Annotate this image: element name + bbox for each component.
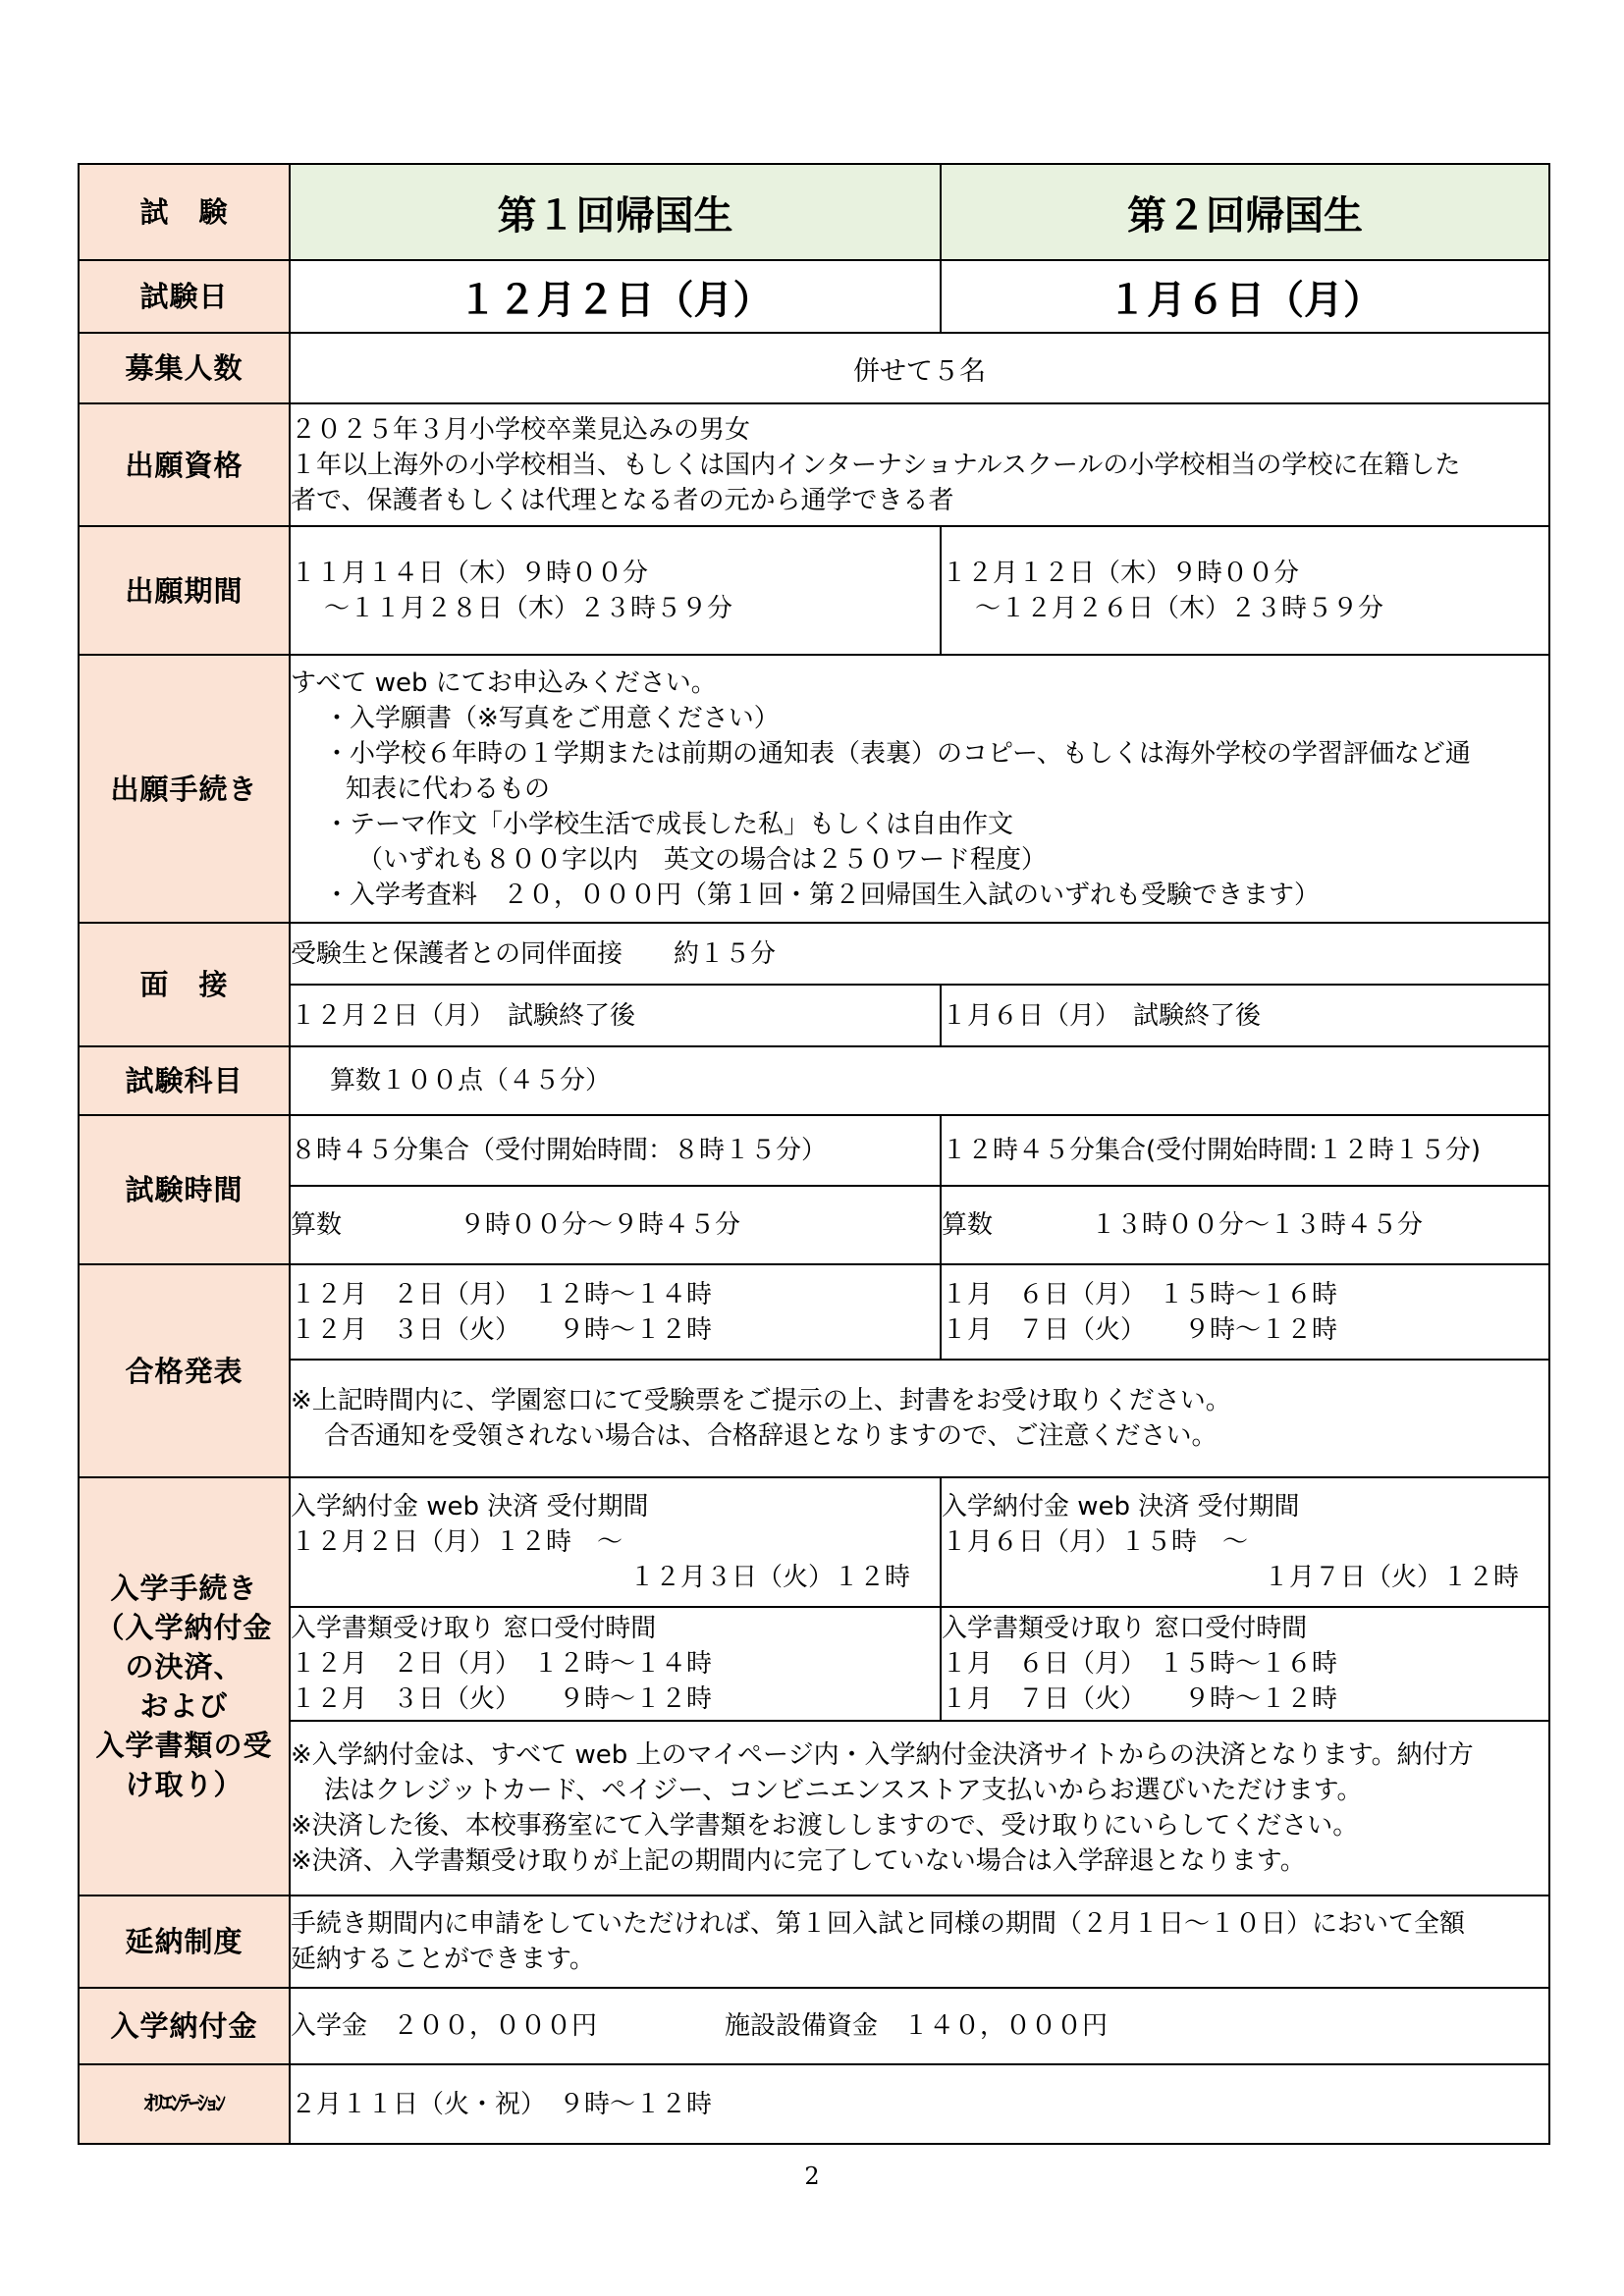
payment-end: １月７日（火）１２時 <box>1263 1563 1519 1592</box>
second-interview: １月６日（月） 試験終了後 <box>941 985 1549 1046</box>
document-date: １月 ７日（火） ９時～１２時 <box>942 1684 1338 1714</box>
first-period <box>290 526 941 655</box>
interview-label: 面 接 <box>79 923 290 1046</box>
deferral-row <box>79 1896 1549 1988</box>
admission-notes <box>290 1721 1549 1896</box>
admission-notes-row <box>79 1721 1549 1896</box>
result-notes-row <box>79 1360 1549 1477</box>
recruit-label: 募集人数 <box>79 333 290 403</box>
orientation-label: ｵﾘｴﾝﾃｰｼｮﾝ <box>79 2064 290 2144</box>
result-date: １月 ７日（火） ９時～１２時 <box>942 1314 1338 1345</box>
orientation-value: ２月１１日（火・祝） ９時～１２時 <box>290 2064 1549 2144</box>
result-note: 合否通知を受領されない場合は、合格辞退となりますので、ご注意ください。 <box>324 1421 1218 1451</box>
first-result-dates <box>290 1264 941 1360</box>
admission-pay-row <box>79 1477 1549 1607</box>
period-start: １１月１４日（木）９時００分 <box>291 558 649 588</box>
document-date: １２月 ２日（月） １２時～１４時 <box>291 1649 713 1679</box>
procedure-row <box>79 655 1549 923</box>
first-gather-time: ８時４５分集合（受付開始時間：８時１５分） <box>290 1115 941 1186</box>
result-date: １２月 ３日（火） ９時～１２時 <box>291 1314 713 1345</box>
fees-label: 入学納付金 <box>79 1988 290 2064</box>
second-document-hours <box>941 1607 1549 1721</box>
admission-label <box>79 1477 290 1896</box>
procedure-line: ・小学校６年時の１学期または前期の通知表（表裏）のコピー、もしくは海外学校の学習評価など通 <box>324 738 1471 769</box>
facility-fee: 施設設備資金 １４０，０００円 <box>725 2011 1109 2041</box>
page-number: 2 <box>804 2163 820 2190</box>
admission-label-line: け取り） <box>125 1768 244 1801</box>
payment-title: 入学納付金 web 決済 受付期間 <box>942 1492 1300 1522</box>
admission-note: ※決済、入学書類受け取りが上記の期間内に完了していない場合は入学辞退となります。 <box>291 1846 1306 1876</box>
eligibility-line: ２０２５年３月小学校卒業見込みの男女 <box>291 414 751 445</box>
period-end: ～１２月２６日（木）２３時５９分 <box>975 593 1384 623</box>
exam-label: 試 験 <box>79 164 290 260</box>
procedure-line: 知表に代わるもの <box>346 774 551 804</box>
recruit-value: 併せて５名 <box>290 333 1549 403</box>
period-end: ～１１月２８日（木）２３時５９分 <box>324 593 733 623</box>
subject-time: １３時００分～１３時４５分 <box>1091 1210 1424 1240</box>
payment-start: １２月２日（月）１２時 ～ <box>291 1527 623 1557</box>
deferral-line: 延納することができます。 <box>291 1945 595 1974</box>
admission-note: ※入学納付金は、すべて web 上のマイページ内・入学納付金決済サイトからの決済となります。納付方 <box>291 1740 1474 1770</box>
admission-label-line: の決済、 <box>125 1650 244 1683</box>
time-gather-row <box>79 1115 1549 1186</box>
interview-time-row <box>79 985 1549 1046</box>
deferral-text <box>290 1896 1549 1988</box>
eligibility-line: 者で、保護者もしくは代理となる者の元から通学できる者 <box>291 485 954 515</box>
payment-start: １月６日（月）１５時 ～ <box>942 1527 1249 1557</box>
eligibility-row <box>79 403 1549 526</box>
result-notes <box>290 1360 1549 1477</box>
subjects-value: 算数１００点（４５分） <box>290 1046 1549 1115</box>
admission-label-line: 入学書類の受 <box>95 1729 273 1762</box>
time-label: 試験時間 <box>79 1115 290 1264</box>
first-exam-header: 第１回帰国生 <box>290 164 941 260</box>
admission-label-line: 入学手続き <box>110 1572 258 1605</box>
second-subject-time <box>941 1186 1549 1264</box>
first-document-hours <box>290 1607 941 1721</box>
admission-note: ※決済した後、本校事務室にて入学書類をお渡ししますので、受け取りにいらしてください。 <box>291 1811 1359 1841</box>
second-period <box>941 526 1549 655</box>
header-row <box>79 164 1549 260</box>
subjects-label: 試験科目 <box>79 1046 290 1115</box>
first-exam-date: １２月２日（月） <box>290 260 941 333</box>
period-start: １２月１２日（木）９時００分 <box>942 558 1300 588</box>
subject-name: 算数 <box>942 1210 994 1240</box>
time-subject-row <box>79 1186 1549 1264</box>
second-payment-period <box>941 1477 1549 1607</box>
procedure-line: ・テーマ作文「小学校生活で成長した私」もしくは自由作文 <box>324 809 1014 839</box>
eligibility-label: 出願資格 <box>79 403 290 526</box>
procedure-line: ・入学考査料 ２０，０００円（第１回・第２回帰国生入試のいずれも受験できます） <box>324 880 1321 910</box>
result-label: 合格発表 <box>79 1264 290 1477</box>
fees-row <box>79 1988 1549 2064</box>
exam-date-label: 試験日 <box>79 260 290 333</box>
second-exam-date: １月６日（月） <box>941 260 1549 333</box>
admission-label-line: （入学納付金 <box>95 1611 273 1644</box>
deferral-label: 延納制度 <box>79 1896 290 1988</box>
result-note: ※上記時間内に、学園窓口にて受験票をご提示の上、封書をお受け取りください。 <box>291 1386 1231 1415</box>
second-result-dates <box>941 1264 1549 1360</box>
eligibility-text <box>290 403 1549 526</box>
period-label: 出願期間 <box>79 526 290 655</box>
document-date: １月 ６日（月） １５時～１６時 <box>942 1649 1338 1679</box>
admission-note: 法はクレジットカード、ペイジー、コンビニエンスストア支払いからお選びいただけます。 <box>324 1776 1363 1805</box>
first-subject-time <box>290 1186 941 1264</box>
result-date: １月 ６日（月） １５時～１６時 <box>942 1279 1338 1309</box>
exam-date-row <box>79 260 1549 333</box>
admission-table <box>78 163 1550 2145</box>
procedure-line: （いずれも８００字以内 英文の場合は２５０ワード程度） <box>357 844 1048 875</box>
admission-fee: 入学金 ２００，０００円 <box>291 2011 598 2041</box>
result-dates-row <box>79 1264 1549 1360</box>
document-title: 入学書類受け取り 窓口受付時間 <box>942 1614 1308 1643</box>
document-date: １２月 ３日（火） ９時～１２時 <box>291 1684 713 1714</box>
payment-title: 入学納付金 web 決済 受付期間 <box>291 1492 649 1522</box>
fees-values <box>290 1988 1549 2064</box>
recruit-row <box>79 333 1549 403</box>
admission-label-line: および <box>139 1689 229 1723</box>
procedure-line: ・入学願書（※写真をご用意ください） <box>324 703 780 733</box>
second-gather-time: １２時４５分集合(受付開始時間:１２時１５分) <box>941 1115 1549 1186</box>
subject-name: 算数 <box>291 1210 343 1240</box>
interview-note-row <box>79 923 1549 985</box>
interview-note: 受験生と保護者との同伴面接 約１５分 <box>290 923 1549 985</box>
subject-time: ９時００分～９時４５分 <box>460 1210 741 1240</box>
admission-doc-row <box>79 1607 1549 1721</box>
result-date: １２月 ２日（月） １２時～１４時 <box>291 1279 713 1309</box>
first-interview: １２月２日（月） 試験終了後 <box>290 985 941 1046</box>
eligibility-line: １年以上海外の小学校相当、もしくは国内インターナショナルスクールの小学校相当の学校に在籍した <box>291 450 1461 480</box>
orientation-row <box>79 2064 1549 2144</box>
payment-end: １２月３日（火）１２時 <box>628 1563 910 1592</box>
procedure-line: すべて web にてお申込みください。 <box>291 667 717 698</box>
period-row <box>79 526 1549 655</box>
procedure-label: 出願手続き <box>79 655 290 923</box>
procedure-text <box>290 655 1549 923</box>
second-exam-header: 第２回帰国生 <box>941 164 1549 260</box>
deferral-line: 手続き期間内に申請をしていただければ、第１回入試と同様の期間（２月１日～１０日）において全額 <box>291 1909 1466 1939</box>
subjects-row <box>79 1046 1549 1115</box>
document-title: 入学書類受け取り 窓口受付時間 <box>291 1614 657 1643</box>
first-payment-period <box>290 1477 941 1607</box>
